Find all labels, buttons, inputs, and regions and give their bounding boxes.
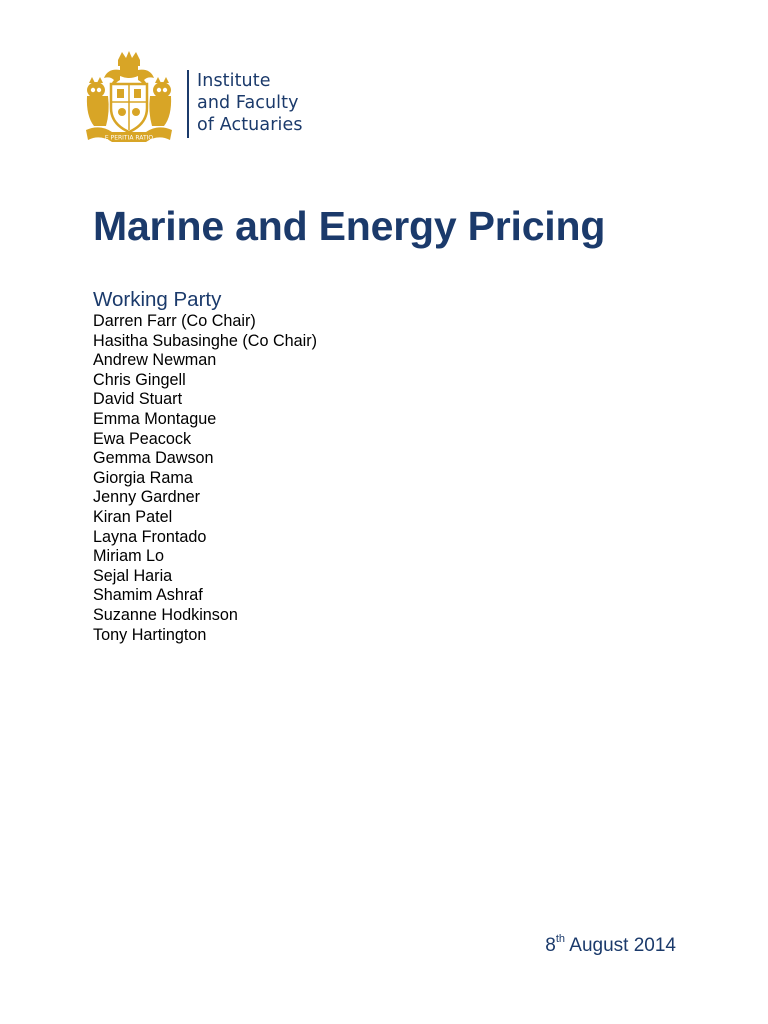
member-list-item: Miriam Lo bbox=[93, 547, 165, 566]
coat-of-arms-icon bbox=[80, 50, 178, 146]
date-month-year: August 2014 bbox=[565, 935, 676, 956]
member-list-item: Jenny Gardner bbox=[93, 488, 201, 507]
member-list-item: Gemma Dawson bbox=[93, 449, 214, 468]
member-list-item: Ewa Peacock bbox=[93, 429, 192, 448]
organization-name-line: Institute bbox=[197, 71, 271, 91]
member-list-item: Layna Frontado bbox=[93, 527, 207, 546]
member-list-item: Andrew Newman bbox=[93, 351, 217, 370]
working-party-heading: Working Party bbox=[93, 288, 222, 311]
member-list bbox=[93, 312, 317, 645]
organization-name-line: of Actuaries bbox=[197, 115, 303, 135]
logo-divider bbox=[187, 70, 189, 138]
member-list-item: Darren Farr (Co Chair) bbox=[93, 312, 256, 330]
member-list-item: Giorgia Rama bbox=[93, 468, 193, 487]
member-list-item: Chris Gingell bbox=[93, 370, 186, 389]
member-list-item: Tony Hartington bbox=[93, 625, 207, 644]
member-list-item: Emma Montague bbox=[93, 409, 217, 428]
organization-name-line: and Faculty bbox=[197, 93, 299, 113]
date-day-suffix: th bbox=[555, 933, 566, 945]
logo-motto: E PERITIA RATIO bbox=[104, 134, 154, 142]
member-list-item: David Stuart bbox=[93, 390, 183, 409]
document-title: Marine and Energy Pricing bbox=[93, 203, 606, 249]
date-day: 8 bbox=[545, 935, 556, 956]
member-list-item: Kiran Patel bbox=[93, 507, 173, 526]
member-list-item: Suzanne Hodkinson bbox=[93, 605, 238, 624]
member-list-item: Sejal Haria bbox=[93, 566, 173, 585]
organization-name bbox=[197, 70, 303, 136]
member-list-item: Hasitha Subasinghe (Co Chair) bbox=[93, 331, 318, 350]
member-list-item: Shamim Ashraf bbox=[93, 586, 203, 605]
organization-logo bbox=[80, 48, 340, 148]
document-date bbox=[545, 933, 676, 959]
